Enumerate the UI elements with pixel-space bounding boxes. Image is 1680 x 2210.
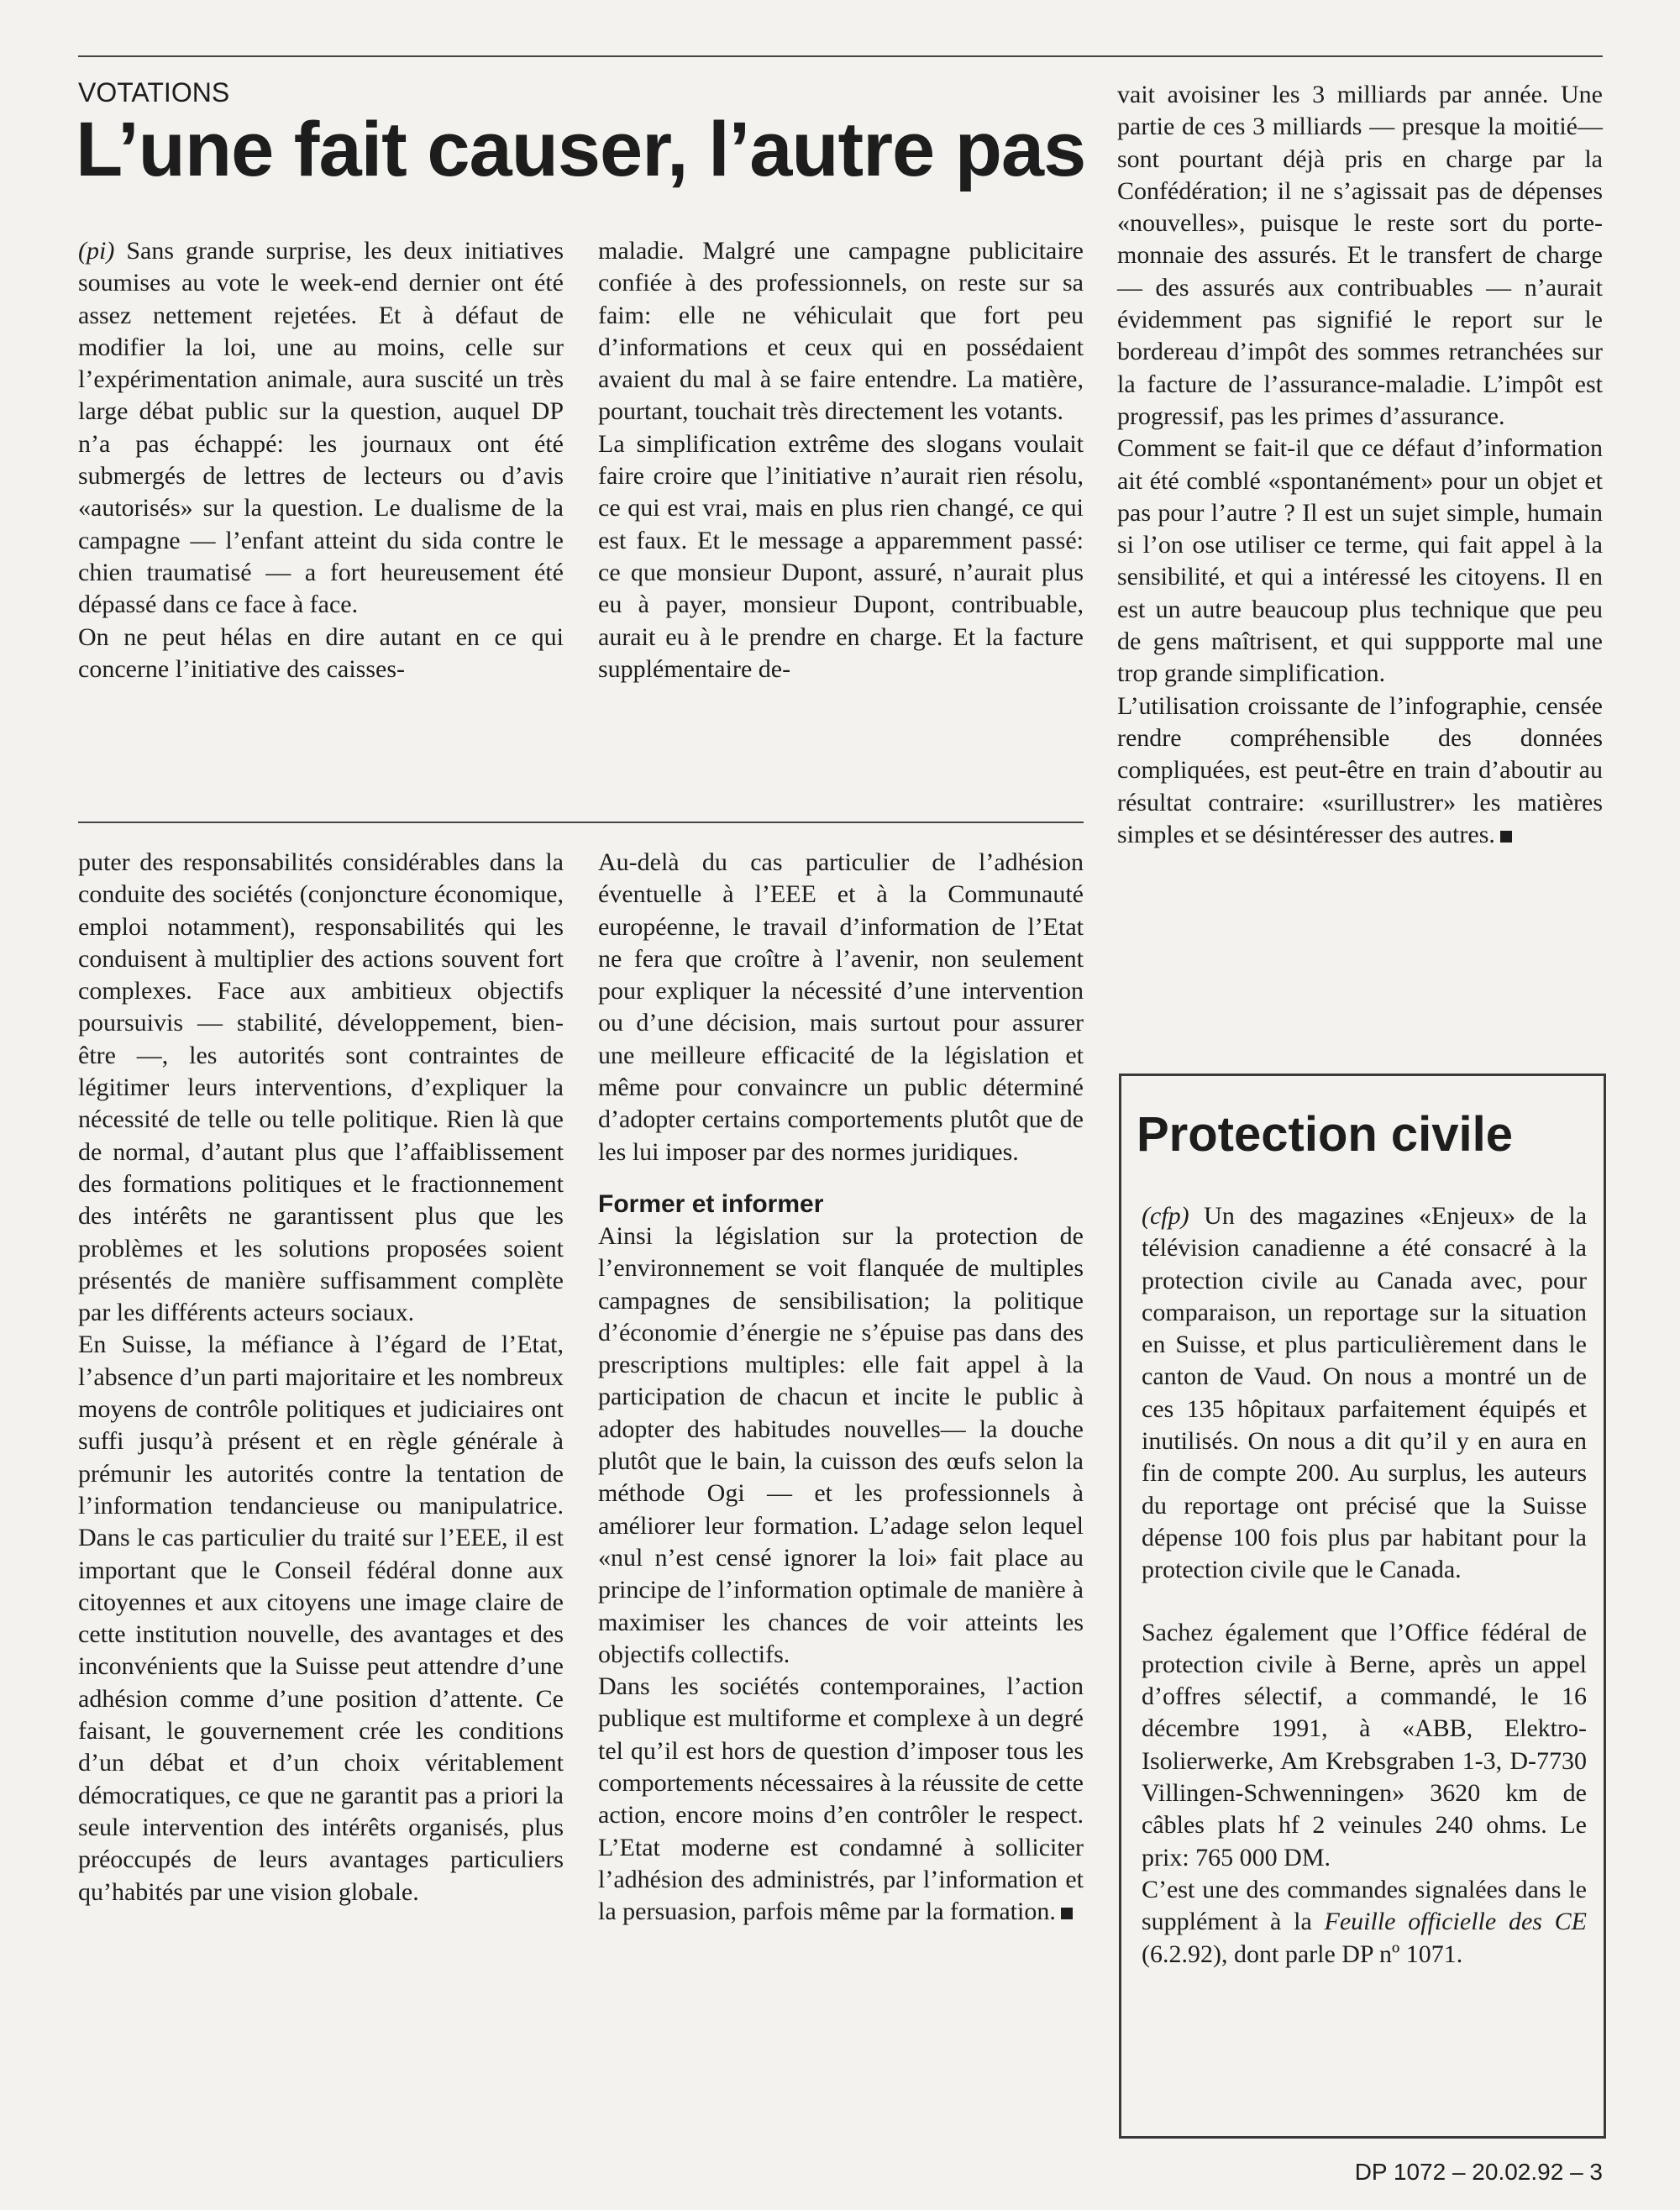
byline: (pi) — [78, 237, 115, 265]
page-footer: DP 1072 – 20.02.92 – 3 — [1354, 2159, 1603, 2185]
article2-paragraph: Ainsi la législation sur la protection de l’environnement se voit flanquée de multiples campagnes de sensibilisation; la politique d’économie d’énergie ne s’épuise pas dans des prescriptions multiples: elle fait appel à la participation de chacun et incite le public à adopter des habitudes nouvelles— la douche plutôt que le bain, la cuisson des œufs selon la méthode Ogi — et les professionnels à améliorer leur formation. L’adage selon lequel «nul n’est censé ignorer la loi» fait place au principe de l’information optimale de manière à maximiser les chances de voir atteints les objectifs collectifs. — [598, 1221, 1084, 1668]
headline: L’une fait causer, l’autre pas — [76, 107, 1086, 192]
subheading: Former et informer — [598, 1189, 824, 1218]
paragraph-text: Un des magazines «Enjeux» de la télévision canadienne a été consacré à la protection civile au Canada avec, pour comparaison, un reportage sur la situation en Suisse, et plus particulièrement dans le canton de Vaud. On nous a montré un de ces 135 hôpitaux parfaitement équipés et inutilisés. On nous a dit qu’il y en aura en fin de compte 200. Au surplus, les auteurs du reportage ont précisé que la Suisse dépense 100 fois plus par habitant pour la protection civile que le Canada. — [1142, 1202, 1588, 1584]
paragraph-text: Sans grande surprise, les deux initiatives soumises au vote le week-end dernier ont été assez nettement rejetées. Et à défaut de modifier la loi, une au moins, celle sur l’expérimentation animale, aura suscité un très large débat public sur la question, auquel DP n’a pas échappé: les journaux ont été submergés de lettres de lecteurs ou d’avis «autorisés» sur la question. Le dualisme de la campagne — l’enfant atteint du sida contre le chien traumatisé — a fort heureusement été dépassé dans ce face à face. — [78, 237, 564, 619]
box-paragraph — [1142, 1200, 1587, 1587]
article2-column-1 — [78, 847, 564, 1908]
section-kicker: VOTATIONS — [78, 77, 230, 108]
box-body — [1142, 1200, 1587, 1971]
box-title: Protection civile — [1137, 1107, 1514, 1162]
byline: (cfp) — [1142, 1202, 1189, 1230]
box-paragraph — [1142, 1874, 1587, 1971]
box-paragraph: Sachez également que l’Office fédéral de protection civile à Berne, après un appel d’offres sélectif, a commandé, le 16 décembre 1991, à «ABB, Elektro-Isolierwerke, Am Krebsgraben 1-3, D-7730 Villingen-Schwenningen» 3620 km de câbles plats hf 2 veinules 240 ohms. Le prix: 765 000 DM. — [1142, 1618, 1587, 1871]
article1-paragraph: Comment se fait-il que ce défaut d’information ait été comblé «spontanément» pour un objet et pas pour l’autre ? Il est un sujet simple, humain si l’on ose utiliser ce terme, qui fait appel à la sensibilité, et qui a intéressé les citoyens. Il en est un autre beaucoup plus technique que peu de gens maîtrisent, et qui suppporte mal une trop grande simplification. — [1117, 434, 1603, 688]
article1-paragraph — [1117, 690, 1603, 851]
article2-paragraph: En Suisse, la méfiance à l’égard de l’Etat, l’absence d’un parti majoritaire et les nombreux moyens de contrôle politiques et judiciaires ont suffi jusqu’à présent et en règle générale à prémunir les autorités contre la tentation de l’information tendancieuse ou manipulatrice. Dans le cas particulier du traité sur l’EEE, il est important que le Conseil fédéral donne aux citoyennes et aux citoyens une image claire de cette institution nouvelle, des avantages et des inconvénients que la Suisse peut attendre d’une adhésion comme d’une position d’attente. Ce faisant, le gouvernement crée les conditions d’un débat et d’un choix véritablement démocratiques, ce que ne garantit pas a priori la seule intervention des intérêts organisés, plus préoccupés de leurs avantages particuliers qu’habités par une vision globale. — [78, 1331, 564, 1906]
paragraph-text: L’utilisation croissante de l’infographie, censée rendre compréhensible des données compliquées, est peut-être en train d’aboutir au résultat contraire: «surillustrer» les matières simples et se désintéresser des autres. — [1117, 691, 1603, 848]
article-divider-rule — [78, 822, 1084, 823]
article2-paragraph: Au-delà du cas particulier de l’adhésion éventuelle à l’EEE et à la Communauté européenne, le travail d’information de l’Etat ne fera que croître à l’avenir, non seulement pour expliquer la nécessité d’une intervention ou d’une décision, mais surtout pour assurer une meilleure efficacité de la législation et même pour convaincre un public déterminé d’adopter certains comportements plutôt que de les lui imposer par des normes juridiques. — [598, 848, 1084, 1166]
article1-paragraph: maladie. Malgré une campagne publicitaire confiée à des professionnels, on reste sur sa faim: elle ne véhiculait que fort peu d’informations et ceux qui en possédaient avaient du mal à se faire entendre. La matière, pourtant, touchait très directement les votants. — [598, 237, 1084, 426]
paragraph-text: Dans les sociétés contemporaines, l’action publique est multiforme et complexe à un degré tel qu’il est hors de question d’imposer tous les comportements nécessaires à la réussite de cette action, encore moins d’en contrôler le respect. L’Etat moderne est condamné à solliciter l’adhésion des administrés, par l’information et la persuasion, parfois même par la formation. — [598, 1672, 1084, 1926]
article1-paragraph: On ne peut hélas en dire autant en ce qui concerne l’initiative des caisses- — [78, 622, 564, 683]
article1-paragraph: La simplification extrême des slogans voulait faire croire que l’initiative n’aurait rien résolu, ce qui est vrai, mais en plus rien changé, ce qui est faux. Et le message a apparemment passé: ce que monsieur Dupont, assuré, n’aurait plus eu à payer, monsieur Dupont, contribuable, aurait eu à le prendre en charge. Et la facture supplémentaire de- — [598, 429, 1084, 683]
top-rule — [78, 55, 1603, 57]
article1-column-1 — [78, 235, 564, 685]
end-mark-icon — [1500, 831, 1512, 843]
article2-column-2 — [598, 847, 1084, 1929]
paragraph-text: (6.2.92), dont parle DP nº 1071. — [1142, 1940, 1463, 1968]
article1-paragraph — [78, 235, 564, 622]
end-mark-icon — [1061, 1908, 1073, 1919]
article1-column-2 — [598, 235, 1084, 685]
protection-civile-box — [1119, 1074, 1606, 2139]
paragraph-text: C’est une des commandes signalées dans le supplément à la — [1142, 1875, 1587, 1936]
article2-paragraph: puter des responsabilités considérables dans la conduite des sociétés (conjoncture économique, emploi notamment), responsabilités qui les conduisent à multiplier des actions souvent fort complexes. Face aux ambitieux objectifs poursuivis — stabilité, développement, bien-être —, les autorités sont contraintes de légitimer leurs interventions, d’expliquer la nécessité de telle ou telle politique. Rien là que de normal, d’autant plus que l’affaiblissement des formations politiques et le fractionnement des intérêts ne garantissent plus que les problèmes et les solutions proposées soient présentés de manière suffisamment complète par les différents acteurs sociaux. — [78, 848, 564, 1327]
article1-paragraph: vait avoisiner les 3 milliards par année. Une partie de ces 3 milliards — presque la moitié— sont pourtant déjà pris en charge par la Confédération; il ne s’agissait pas de dépenses «nouvelles», puisque le reste sort du porte-monnaie des assurés. Et le transfert de charge — des assurés aux contribuables — n’aurait évidemment pas signifié le report sur le bordereau d’impôt des sommes retranchées sur la facture de l’assurance-maladie. L’impôt est progressif, pas les primes d’assurance. — [1117, 81, 1603, 430]
article1-column-3 — [1117, 79, 1603, 851]
publication-title: Feuille officielle des CE — [1324, 1908, 1588, 1936]
article2-paragraph — [598, 1671, 1084, 1928]
